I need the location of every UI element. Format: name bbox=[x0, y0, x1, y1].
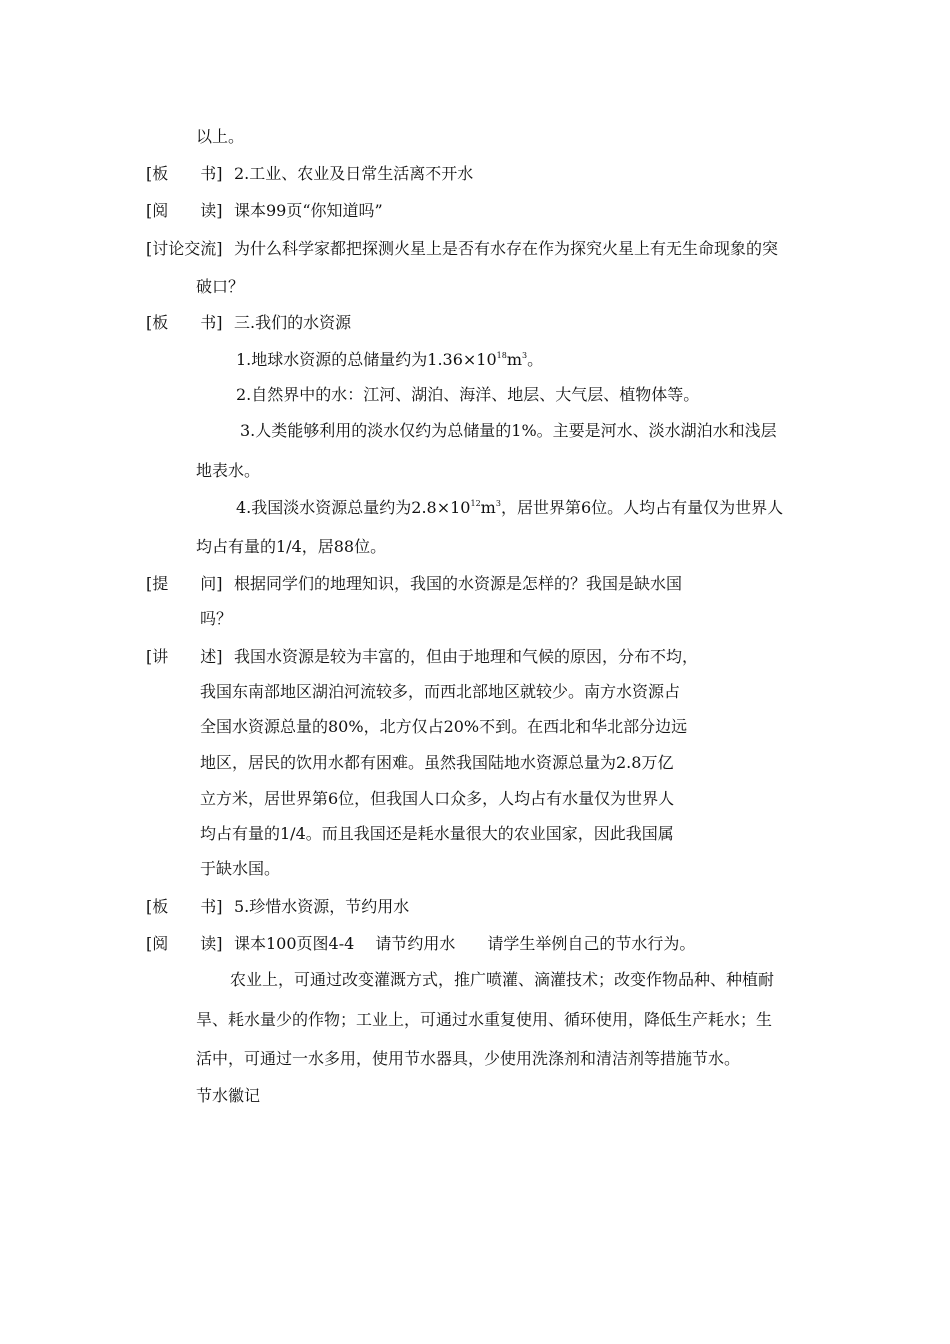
text: 2.自然界中的水：江河、湖泊、海洋、地层、大气层、植物体等。 bbox=[236, 385, 700, 404]
text: 3.人类能够利用的淡水仅约为总储量的1%。主要是河水、淡水湖泊水和浅层 bbox=[240, 421, 777, 440]
text: 农业上，可通过改变灌溉方式，推广喷灌、滴灌技术；改变作物品种、种植耐 bbox=[230, 970, 775, 989]
narration-line bbox=[146, 647, 698, 667]
text: 均占有量的1/4，居88位。 bbox=[196, 537, 387, 556]
text: 均占有量的1/4。而且我国还是耗水量很大的农业国家，因此我国属 bbox=[200, 824, 674, 843]
section-label: [讲 述] bbox=[146, 647, 223, 666]
discussion-line bbox=[146, 239, 778, 259]
text-line bbox=[200, 682, 680, 702]
board-note-line bbox=[146, 313, 351, 333]
text-line bbox=[196, 127, 244, 147]
text: 2.工业、农业及日常生活离不开水 bbox=[234, 164, 474, 183]
text: 5.珍惜水资源，节约用水 bbox=[234, 897, 410, 916]
text: 课本99页“你知道吗” bbox=[234, 201, 383, 220]
exponent: 12 bbox=[470, 499, 481, 508]
exponent: 3 bbox=[495, 499, 501, 508]
text-line bbox=[200, 859, 280, 879]
text: 4.我国淡水资源总量约为2.8×10 bbox=[236, 498, 471, 517]
text-line bbox=[200, 824, 674, 844]
text: 地区，居民的饮用水都有困难。虽然我国陆地水资源总量为2.8万亿 bbox=[200, 753, 674, 772]
text-line bbox=[196, 537, 386, 557]
text-line bbox=[236, 385, 699, 405]
board-note-line bbox=[146, 164, 473, 184]
text: 破口？ bbox=[196, 277, 245, 296]
text: 。 bbox=[527, 350, 544, 369]
text-line bbox=[240, 421, 777, 441]
text-line bbox=[200, 753, 673, 773]
text: 全国水资源总量的80%，北方仅占20%不到。在西北和华北部分边远 bbox=[200, 717, 688, 736]
unit: m bbox=[480, 498, 496, 517]
text: 地表水。 bbox=[196, 461, 261, 480]
unit: m bbox=[506, 350, 523, 369]
board-note-line bbox=[146, 897, 409, 917]
text: 立方米，居世界第6位，但我国人口众多，人均占有水量仅为世界人 bbox=[200, 789, 675, 808]
text: 课本100页图4-4 请节约用水 请学生举例自己的节水行为。 bbox=[234, 934, 696, 953]
text: 节水徽记 bbox=[196, 1086, 261, 1105]
section-label: [板 书] bbox=[146, 897, 223, 916]
exponent: 3 bbox=[522, 351, 528, 360]
section-label: [阅 读] bbox=[146, 201, 223, 220]
text-line bbox=[196, 461, 260, 481]
text: 三.我们的水资源 bbox=[234, 313, 352, 332]
text: 于缺水国。 bbox=[200, 859, 281, 878]
text-line bbox=[196, 1049, 740, 1069]
text: 吗？ bbox=[200, 609, 233, 628]
question-line bbox=[146, 574, 682, 594]
section-label: [板 书] bbox=[146, 164, 223, 183]
text-line bbox=[200, 717, 687, 737]
text-line bbox=[196, 1010, 772, 1030]
text: 旱、耗水量少的作物；工业上，可通过水重复使用、循环使用，降低生产耗水；生 bbox=[196, 1010, 773, 1029]
reading-line bbox=[146, 934, 695, 954]
text: 为什么科学家都把探测火星上是否有水存在作为探究火星上有无生命现象的突 bbox=[234, 239, 779, 258]
section-label: [提 问] bbox=[146, 574, 223, 593]
text: 活中，可通过一水多用，使用节水器具，少使用洗涤剂和清洁剂等措施节水。 bbox=[196, 1049, 741, 1068]
section-label: [阅 读] bbox=[146, 934, 223, 953]
text-line bbox=[200, 789, 674, 809]
text: ，居世界第6位。人均占有量仅为世界人 bbox=[500, 498, 784, 517]
text: 我国东南部地区湖泊河流较多，而西北部地区就较少。南方水资源占 bbox=[200, 682, 681, 701]
text: 我国水资源是较为丰富的，但由于地理和气候的原因，分布不均， bbox=[234, 647, 699, 666]
text-line bbox=[230, 970, 774, 990]
section-label: [板 书] bbox=[146, 313, 223, 332]
section-label: [讨论交流] bbox=[146, 239, 223, 258]
text-line bbox=[196, 277, 244, 297]
text: 根据同学们的地理知识，我国的水资源是怎样的？我国是缺水国 bbox=[234, 574, 683, 593]
text-line bbox=[196, 1086, 260, 1106]
text-line bbox=[236, 498, 783, 518]
exponent: 18 bbox=[496, 351, 507, 360]
text-line bbox=[236, 350, 543, 370]
reading-line bbox=[146, 201, 383, 221]
text-line bbox=[200, 609, 232, 629]
text: 以上。 bbox=[196, 127, 245, 146]
text: 1.地球水资源的总储量约为1.36×10 bbox=[236, 350, 497, 369]
